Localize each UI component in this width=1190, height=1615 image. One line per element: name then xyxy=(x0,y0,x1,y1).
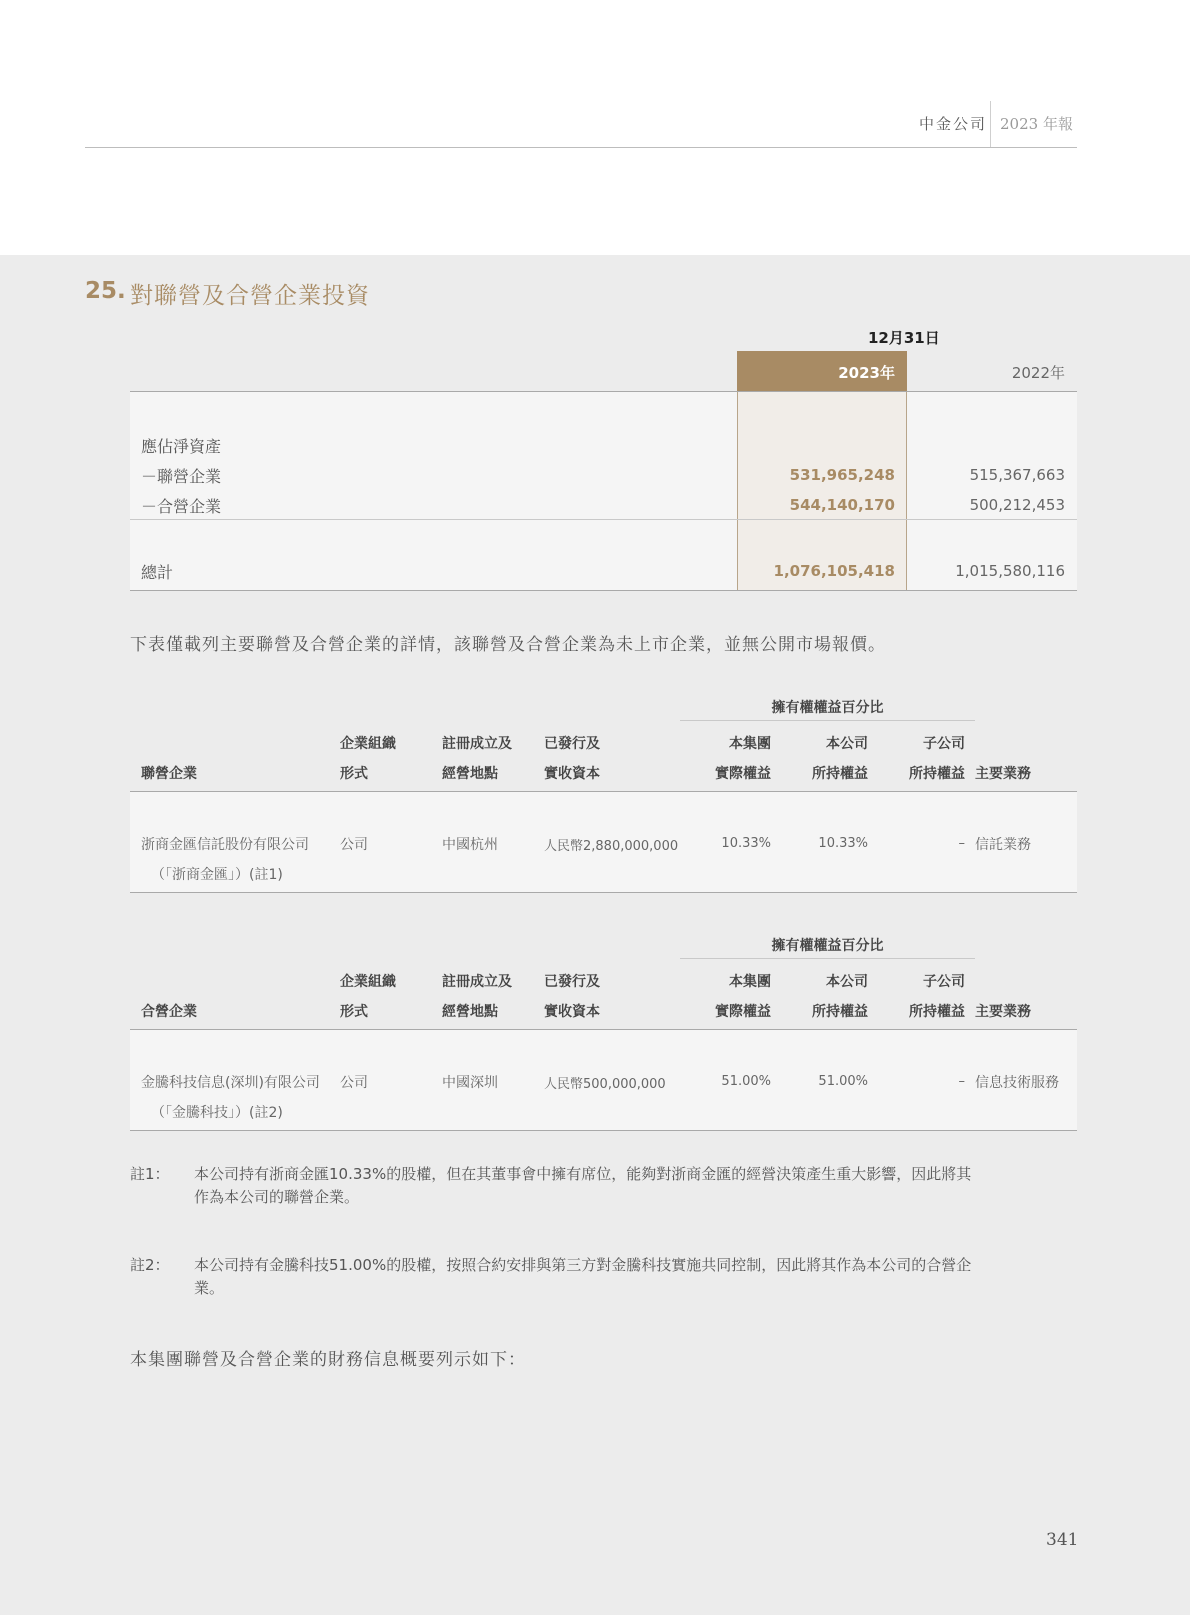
note-line: 本公司持有金騰科技51.00%的股權，按照合約安排與第三方對金騰科技實施共同控制，因此將其作為本公司的合營企 xyxy=(194,1256,972,1274)
associates-bottom-rule xyxy=(130,892,1077,893)
associates-header-org: 企業組織 xyxy=(340,736,396,752)
jv-header-group: 實際權益 xyxy=(715,1004,771,1020)
associates-group-pct: 10.33% xyxy=(721,836,771,851)
associates-header-group: 實際權益 xyxy=(715,766,771,782)
jv-place: 中國深圳 xyxy=(442,1075,498,1091)
note-label: 註1： xyxy=(130,1165,170,1183)
table1-total-label: 總計 xyxy=(141,563,174,582)
table1-row-label: －合營企業 xyxy=(141,497,222,516)
jv-header-group: 本集團 xyxy=(729,974,771,990)
associates-header-org: 形式 xyxy=(340,766,368,782)
associates-group-rule xyxy=(680,720,975,721)
header-rule xyxy=(85,147,1077,148)
summary-paragraph: 本集團聯營及合營企業的財務信息概要列示如下： xyxy=(130,1350,526,1370)
associates-header-subsidiary: 子公司 xyxy=(923,736,965,752)
section-title: 對聯營及合營企業投資 xyxy=(130,283,370,309)
page-number: 341 xyxy=(1046,1530,1079,1550)
table1-date-header: 12月31日 xyxy=(868,329,940,347)
header-company: 中金公司 xyxy=(919,115,988,133)
jv-header-company: 本公司 xyxy=(826,974,868,990)
jv-org: 公司 xyxy=(340,1075,368,1091)
jv-name: 金騰科技信息(深圳)有限公司 xyxy=(141,1075,320,1091)
associates-header-place: 經營地點 xyxy=(442,766,498,782)
table1-row-label: －聯營企業 xyxy=(141,467,222,486)
associates-header-name: 聯營企業 xyxy=(141,766,197,782)
table1-row-value-2023: 544,140,170 xyxy=(789,496,895,514)
associates-header-place: 註冊成立及 xyxy=(442,736,512,752)
associates-header-group: 本集團 xyxy=(729,736,771,752)
jv-header-name: 合營企業 xyxy=(141,1004,197,1020)
jv-group-rule xyxy=(680,958,975,959)
jv-header-business: 主要業務 xyxy=(975,1004,1031,1020)
note-text xyxy=(194,1254,1082,1300)
associates-name: 浙商金匯信託股份有限公司 xyxy=(141,837,309,853)
jv-header-capital: 實收資本 xyxy=(544,1004,600,1020)
jv-subsidiary-pct: – xyxy=(958,1074,965,1089)
jv-header-capital: 已發行及 xyxy=(544,974,600,990)
jv-header-place: 註冊成立及 xyxy=(442,974,512,990)
jv-company-pct: 51.00% xyxy=(818,1074,868,1089)
associates-capital: 人民幣2,880,000,000 xyxy=(544,839,679,854)
jv-header-subsidiary: 子公司 xyxy=(923,974,965,990)
table1-header-2022: 2022年 xyxy=(1011,364,1065,382)
header-separator xyxy=(990,101,991,147)
note-line: 本公司持有浙商金匯10.33%的股權，但在其董事會中擁有席位，能夠對浙商金匯的經營決策產生重大影響，因此將其 xyxy=(194,1165,972,1183)
associates-header-company: 本公司 xyxy=(826,736,868,752)
associates-header-capital: 已發行及 xyxy=(544,736,600,752)
associates-header-subsidiary: 所持權益 xyxy=(909,766,965,782)
associates-org: 公司 xyxy=(340,837,368,853)
table1-group-label: 應佔淨資產 xyxy=(141,437,222,456)
associates-header-business: 主要業務 xyxy=(975,766,1031,782)
associates-header-capital: 實收資本 xyxy=(544,766,600,782)
table1-header-2023: 2023年 xyxy=(838,364,895,382)
jv-group-header: 擁有權權益百分比 xyxy=(771,938,884,954)
table1-total-2022: 1,015,580,116 xyxy=(955,562,1065,580)
jv-capital: 人民幣500,000,000 xyxy=(544,1077,666,1092)
section-number: 25. xyxy=(85,278,126,304)
associates-header-company: 所持權益 xyxy=(812,766,868,782)
associates-place: 中國杭州 xyxy=(442,837,498,853)
associates-subsidiary-pct: – xyxy=(958,836,965,851)
header-report-year: 2023 年報 xyxy=(1000,115,1073,133)
note-text xyxy=(194,1163,1082,1209)
jv-group-pct: 51.00% xyxy=(721,1074,771,1089)
associates-company-pct: 10.33% xyxy=(818,836,868,851)
table1-row-value-2023: 531,965,248 xyxy=(789,466,895,484)
table1-bottom-rule xyxy=(130,590,1077,591)
jv-header-subsidiary: 所持權益 xyxy=(909,1004,965,1020)
jv-header-org: 企業組織 xyxy=(340,974,396,990)
table1-row-value-2022: 515,367,663 xyxy=(969,466,1065,484)
table1-header-rule xyxy=(130,391,1077,392)
table1-subtotal-rule xyxy=(130,519,1077,520)
note-label: 註2： xyxy=(130,1256,170,1274)
table1-row-value-2022: 500,212,453 xyxy=(969,496,1065,514)
intro-paragraph: 下表僅載列主要聯營及合營企業的詳情，該聯營及合營企業為未上市企業，並無公開市場報價。 xyxy=(130,635,886,655)
associates-group-header: 擁有權權益百分比 xyxy=(771,700,884,716)
jv-bottom-rule xyxy=(130,1130,1077,1131)
associates-business: 信託業務 xyxy=(975,837,1031,853)
jv-business: 信息技術服務 xyxy=(975,1075,1059,1091)
jv-header-company: 所持權益 xyxy=(812,1004,868,1020)
jv-short-name: （「金騰科技」）(註2) xyxy=(151,1105,283,1121)
note-line: 作為本公司的聯營企業。 xyxy=(194,1188,360,1206)
associates-short-name: （「浙商金匯」）(註1) xyxy=(151,867,283,883)
jv-header-org: 形式 xyxy=(340,1004,368,1020)
table1-2023-highlight xyxy=(737,392,907,590)
note-line: 業。 xyxy=(194,1279,225,1297)
jv-header-place: 經營地點 xyxy=(442,1004,498,1020)
table1-total-2023: 1,076,105,418 xyxy=(773,562,895,580)
